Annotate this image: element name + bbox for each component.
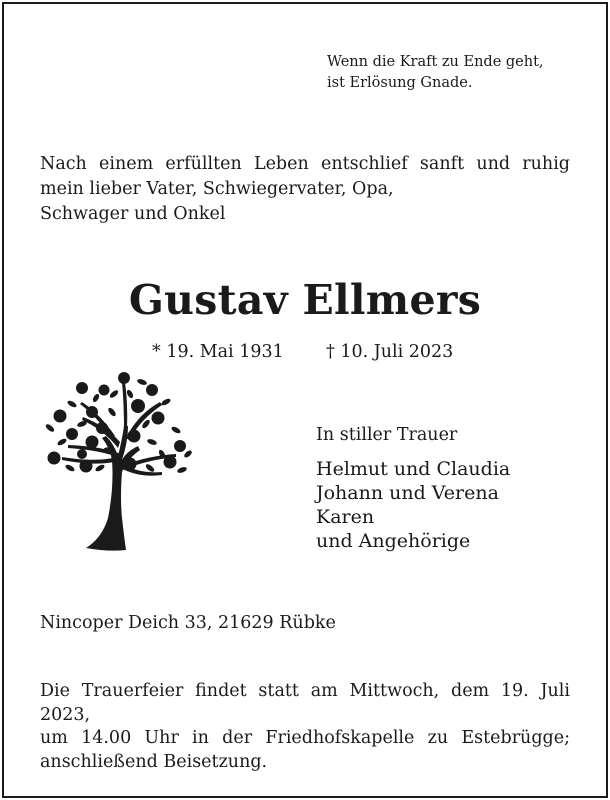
funeral-text [40, 680, 570, 774]
intro-line: Nach einem erfüllten Leben entschlief sanft und ruhig [40, 154, 570, 174]
motto-line: ist Erlösung Gnade. [327, 75, 473, 91]
mourner-name: Helmut und Claudia [316, 458, 511, 480]
intro-line: mein lieber Vater, Schwiegervater, Opa, [40, 179, 394, 199]
motto-line: Wenn die Kraft zu Ende geht, [327, 54, 544, 70]
intro-line: Schwager und Onkel [40, 204, 226, 224]
mourner-name: und Angehörige [316, 530, 471, 552]
funeral-line: anschließend Beisetzung. [40, 751, 268, 772]
mourner-name: Karen [316, 506, 375, 528]
intro-text [40, 152, 570, 227]
mourners-list [316, 457, 510, 553]
funeral-line: Die Trauerfeier findet statt am Mittwoch, dem 19. Juli 2023, [40, 681, 570, 725]
mourning-phrase: In stiller Trauer [316, 425, 458, 445]
address-line: Nincoper Deich 33, 21629 Rübke [40, 613, 336, 633]
birth-date: * 19. Mai 1931 [152, 342, 284, 362]
funeral-line: um 14.00 Uhr in der Friedhofskapelle zu Estebrügge; [40, 728, 570, 748]
apple-tree-icon [42, 368, 194, 554]
death-date: † 10. Juli 2023 [326, 342, 454, 362]
deceased-name: Gustav Ellmers [128, 276, 482, 324]
motto-quote [327, 52, 544, 94]
mourner-name: Johann und Verena [316, 482, 499, 504]
